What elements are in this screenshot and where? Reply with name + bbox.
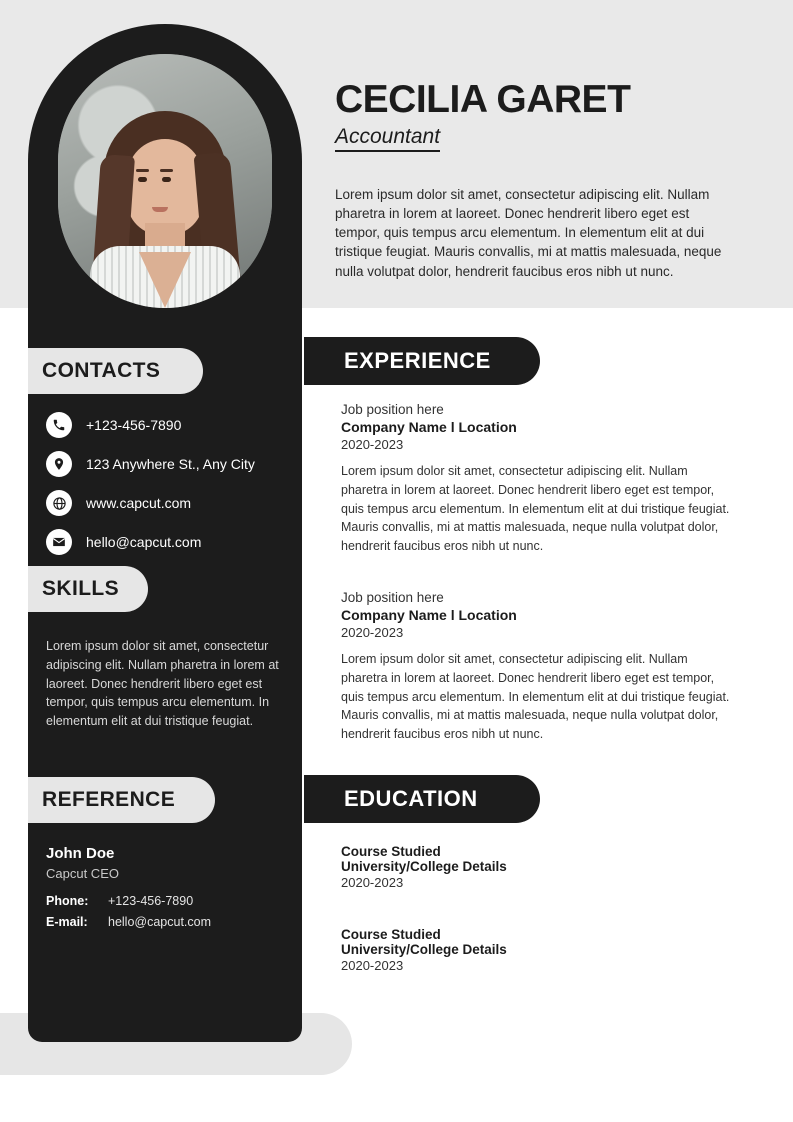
education-course: Course Studied [341,844,441,859]
reference-email-row [46,915,211,929]
experience-dates: 2020-2023 [341,437,404,452]
reference-email-value: hello@capcut.com [108,915,212,929]
portrait-neckline [139,252,191,308]
experience-title: EXPERIENCE [344,348,491,373]
contact-value-phone: +123-456-7890 [86,417,182,433]
contact-value-email: hello@capcut.com [86,534,202,550]
portrait-face [127,139,203,235]
contacts-title: CONTACTS [42,359,161,382]
globe-icon [46,490,72,516]
phone-icon [46,412,72,438]
experience-entry [341,590,733,744]
portrait-brow-left [136,169,149,172]
reference-phone-label: Phone: [46,894,89,908]
experience-entry [341,402,733,556]
education-entry [341,927,733,973]
portrait-eye-right [162,177,171,182]
education-dates: 2020-2023 [341,958,404,973]
portrait-eye-left [138,177,147,182]
reference-phone-row [46,894,193,908]
envelope-icon [46,529,72,555]
role-underline [335,125,440,152]
location-pin-icon [46,451,72,477]
education-title: EDUCATION [344,786,478,811]
skills-title: SKILLS [42,577,120,600]
header-block [335,80,755,152]
education-school: University/College Details [341,942,507,957]
experience-company: Company Name l Location [341,607,517,623]
avatar [58,54,272,308]
reference-phone-value: +123-456-7890 [108,894,194,908]
experience-description: Lorem ipsum dolor sit amet, consectetur adipiscing elit. Nullam pharetra in lorem at laoreet. Donec hendrerit libero eget est tempor, quis tempus arcu elementum. In elementum elit at dui tristique feugiat. Mauris convallis, mi at mattis malesuada, neque nulla volutpat dolor, hendrerit faucibus eros nibh ut nunc. [341,652,730,741]
reference-title: REFERENCE [42,788,176,811]
contact-row-website[interactable] [46,486,296,520]
contact-row-email[interactable] [46,525,296,559]
photo-portrait [90,103,240,308]
contact-row-address[interactable] [46,447,296,481]
skills-description: Lorem ipsum dolor sit amet, consectetur adipiscing elit. Nullam pharetra in lorem at laoreet. Donec hendrerit libero eget est tempor, quis tempus arcu elementum. In elementum elit at dui tristique feugiat. [46,639,279,728]
section-heading-reference [28,777,215,823]
experience-position: Job position here [341,590,444,605]
contact-value-address: 123 Anywhere St., Any City [86,456,255,472]
education-school: University/College Details [341,859,507,874]
experience-description: Lorem ipsum dolor sit amet, consectetur adipiscing elit. Nullam pharetra in lorem at laoreet. Donec hendrerit libero eget est tempor, quis tempus arcu elementum. In elementum elit at dui tristique feugiat. Mauris convallis, mi at mattis malesuada, neque nulla volutpat dolor, hendrerit faucibus eros nibh ut nunc. [341,464,730,553]
reference-name: John Doe [46,845,115,862]
section-heading-education [304,775,540,823]
job-title: Accountant [335,124,441,148]
experience-company: Company Name l Location [341,419,517,435]
experience-position: Job position here [341,402,444,417]
education-entry [341,844,733,890]
page-title: CECILIA GARET [335,78,631,121]
education-course: Course Studied [341,927,441,942]
section-heading-skills [28,566,148,612]
profile-summary: Lorem ipsum dolor sit amet, consectetur adipiscing elit. Nullam pharetra in lorem at laoreet. Donec hendrerit libero eget est tempor, quis tempus arcu elementum. In elementum elit at dui tristique feugiat. Mauris convallis, mi at mattis malesuada, neque nulla volutpat dolor, hendrerit faucibus eros nibh ut nunc. [335,187,722,279]
portrait-brow-right [160,169,173,172]
experience-dates: 2020-2023 [341,625,404,640]
contact-value-website: www.capcut.com [86,495,192,511]
section-heading-experience [304,337,540,385]
contact-row-phone[interactable] [46,408,296,442]
reference-role: Capcut CEO [46,866,119,881]
education-dates: 2020-2023 [341,875,404,890]
portrait-mouth [152,207,168,212]
section-heading-contacts [28,348,203,394]
contacts-list [46,408,296,564]
reference-email-label: E-mail: [46,915,88,929]
